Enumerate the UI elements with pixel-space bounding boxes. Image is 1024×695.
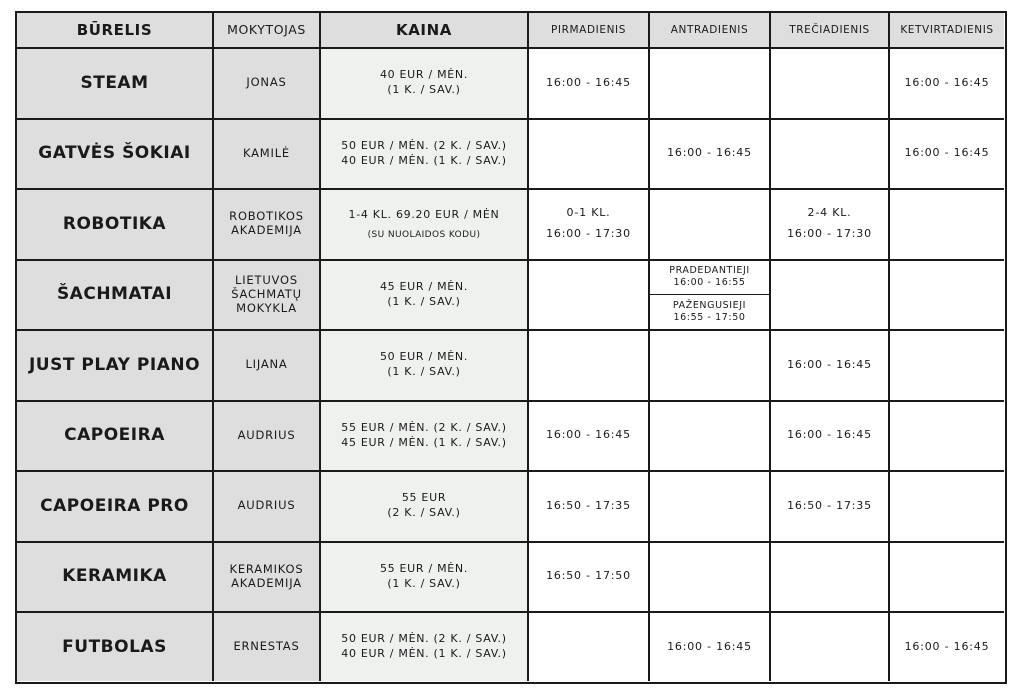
header-teacher-label: MOKYTOJAS — [227, 21, 306, 37]
price-cell — [321, 331, 529, 402]
teacher-cell — [214, 261, 321, 332]
club-name: GATVĖS ŠOKIAI — [38, 143, 191, 164]
schedule-time: 16:00 - 16:45 — [904, 146, 990, 160]
teacher-cell — [214, 613, 321, 681]
teacher-cell — [214, 472, 321, 543]
teacher-name: MOKYKLA — [236, 300, 297, 315]
teacher-name: AKADEMIJA — [231, 223, 302, 238]
teacher-cell — [214, 190, 321, 261]
teacher-cell — [214, 331, 321, 402]
schedule-cell — [771, 331, 890, 402]
header-day-label: KETVIRTADIENIS — [900, 23, 994, 36]
price-note: (SU NUOLAIDOS KODU) — [367, 229, 481, 240]
schedule-cell — [650, 120, 771, 191]
schedule-cell — [771, 190, 890, 261]
club-name: CAPOEIRA — [64, 425, 165, 446]
club-name-cell — [17, 49, 214, 120]
group-line: 16:55 - 17:50 — [673, 311, 746, 323]
teacher-name: KERAMIKOS — [229, 561, 304, 576]
schedule-cell — [650, 49, 771, 120]
club-name-cell — [17, 331, 214, 402]
schedule-cell — [771, 472, 890, 543]
teacher-name: LIETUVOS — [235, 273, 298, 288]
schedule-cell — [529, 261, 650, 332]
schedule-cell — [890, 331, 1004, 402]
schedule-cell — [529, 543, 650, 614]
price-line: 45 EUR / MĖN. — [379, 279, 469, 293]
schedule-cell — [650, 543, 771, 614]
schedule-time: 16:00 - 16:45 — [904, 639, 990, 653]
club-name: ROBOTIKA — [62, 213, 167, 234]
schedule-cell — [890, 190, 1004, 261]
price-line: (1 K. / SAV.) — [387, 83, 461, 97]
club-name-cell — [17, 120, 214, 191]
club-name: KERAMIKA — [62, 566, 167, 587]
schedule-table — [15, 11, 1007, 684]
price-cell — [321, 120, 529, 191]
header-day-label: ANTRADIENIS — [670, 23, 749, 36]
schedule-cell — [890, 472, 1004, 543]
teacher-name: LIJANA — [245, 357, 288, 372]
price-line: (1 K. / SAV.) — [387, 365, 461, 379]
price-line: (1 K. / SAV.) — [387, 576, 461, 590]
teacher-cell — [214, 49, 321, 120]
price-cell — [321, 613, 529, 681]
schedule-time: 16:50 - 17:50 — [546, 569, 631, 583]
club-name-cell — [17, 190, 214, 261]
price-line: (2 K. / SAV.) — [387, 506, 461, 520]
club-name-cell — [17, 261, 214, 332]
schedule-time: 16:00 - 17:30 — [546, 227, 631, 241]
price-line: 40 EUR / MĖN. (1 K. / SAV.) — [341, 153, 507, 167]
teacher-name: KAMILĖ — [243, 145, 290, 160]
schedule-cell — [529, 331, 650, 402]
price-cell — [321, 190, 529, 261]
schedule-cell — [890, 261, 1004, 332]
price-cell — [321, 402, 529, 473]
header-teacher — [214, 13, 321, 49]
schedule-cell — [771, 402, 890, 473]
schedule-cell — [529, 402, 650, 473]
club-name-cell — [17, 543, 214, 614]
schedule-cell — [650, 190, 771, 261]
price-line: 40 EUR / MĖN. (1 K. / SAV.) — [341, 647, 507, 660]
price-line: 45 EUR / MĖN. (1 K. / SAV.) — [341, 435, 507, 449]
schedule-time: 16:00 - 16:45 — [667, 146, 752, 160]
schedule-cell — [529, 120, 650, 191]
schedule-time: 16:00 - 16:45 — [546, 428, 631, 442]
schedule-time: 16:50 - 17:35 — [546, 498, 631, 512]
teacher-name: AUDRIUS — [237, 427, 296, 442]
price-cell — [321, 543, 529, 614]
schedule-cell — [771, 120, 890, 191]
schedule-time: 16:00 - 16:45 — [904, 75, 990, 89]
club-name: ŠACHMATAI — [56, 284, 173, 305]
price-line: 55 EUR / MĖN. (2 K. / SAV.) — [341, 420, 507, 434]
schedule-cell — [890, 49, 1004, 120]
teacher-name: AKADEMIJA — [231, 575, 302, 590]
teacher-name: ERNESTAS — [233, 639, 300, 654]
schedule-cell — [529, 472, 650, 543]
header-day — [890, 13, 1004, 49]
price-cell — [321, 261, 529, 332]
schedule-cell-split — [650, 261, 771, 332]
teacher-name: ŠACHMATŲ — [231, 286, 302, 301]
price-line: 40 EUR / MĖN. — [379, 68, 469, 82]
group-line: PAŽENGUSIEJI — [672, 300, 747, 311]
schedule-time: 16:00 - 17:30 — [787, 227, 872, 241]
schedule-cell — [650, 472, 771, 543]
header-day-label: TREČIADIENIS — [789, 23, 870, 36]
schedule-time: 16:00 - 16:45 — [787, 428, 872, 442]
schedule-cell — [529, 613, 650, 681]
schedule-cell — [890, 543, 1004, 614]
schedule-time: 16:00 - 16:45 — [667, 639, 752, 653]
schedule-cell — [890, 120, 1004, 191]
price-line: 50 EUR / MĖN. (2 K. / SAV.) — [341, 632, 507, 646]
teacher-name: AUDRIUS — [237, 498, 296, 513]
group-line: PRADEDANTIEJI — [669, 265, 750, 277]
header-price — [321, 13, 529, 49]
schedule-cell — [529, 49, 650, 120]
price-line: 1-4 KL. 69.20 EUR / MĖN — [348, 207, 500, 221]
header-club — [17, 13, 214, 49]
club-name: JUST PLAY PIANO — [28, 354, 201, 375]
price-line: 50 EUR / MĖN. — [379, 350, 469, 364]
price-line: 55 EUR / MĖN. — [379, 561, 469, 575]
schedule-time: 16:50 - 17:35 — [787, 498, 872, 512]
teacher-cell — [214, 543, 321, 614]
teacher-name: ROBOTIKOS — [229, 209, 304, 224]
price-line: 55 EUR — [401, 491, 447, 505]
price-line: (1 K. / SAV.) — [387, 294, 461, 308]
schedule-cell — [890, 613, 1004, 681]
group-advanced — [650, 295, 769, 329]
price-line: 50 EUR / MĖN. (2 K. / SAV.) — [341, 138, 507, 152]
club-name: FUTBOLAS — [62, 636, 167, 657]
schedule-cell — [771, 543, 890, 614]
club-name: STEAM — [80, 72, 149, 93]
price-cell — [321, 472, 529, 543]
schedule-cell — [650, 613, 771, 681]
schedule-time: 16:00 - 16:45 — [787, 357, 872, 371]
teacher-cell — [214, 402, 321, 473]
schedule-time: 2-4 KL. — [807, 206, 852, 220]
schedule-time: 16:00 - 16:45 — [546, 75, 631, 89]
header-day — [529, 13, 650, 49]
header-day — [771, 13, 890, 49]
group-line: 16:00 - 16:55 — [673, 277, 746, 289]
price-cell — [321, 49, 529, 120]
schedule-cell — [771, 261, 890, 332]
schedule-cell — [771, 613, 890, 681]
schedule-cell — [771, 49, 890, 120]
header-price-label: KAINA — [396, 20, 452, 39]
schedule-cell — [650, 331, 771, 402]
club-name-cell — [17, 472, 214, 543]
header-club-label: BŪRELIS — [76, 20, 153, 39]
schedule-cell — [529, 190, 650, 261]
club-name-cell — [17, 402, 214, 473]
header-day-label: PIRMADIENIS — [551, 23, 626, 36]
schedule-cell — [650, 402, 771, 473]
club-name: CAPOEIRA PRO — [40, 495, 189, 516]
schedule-cell — [890, 402, 1004, 473]
schedule-time: 0-1 KL. — [566, 206, 611, 220]
group-beginners — [650, 261, 769, 295]
club-name-cell — [17, 613, 214, 681]
teacher-cell — [214, 120, 321, 191]
header-day — [650, 13, 771, 49]
teacher-name: JONAS — [246, 75, 287, 90]
